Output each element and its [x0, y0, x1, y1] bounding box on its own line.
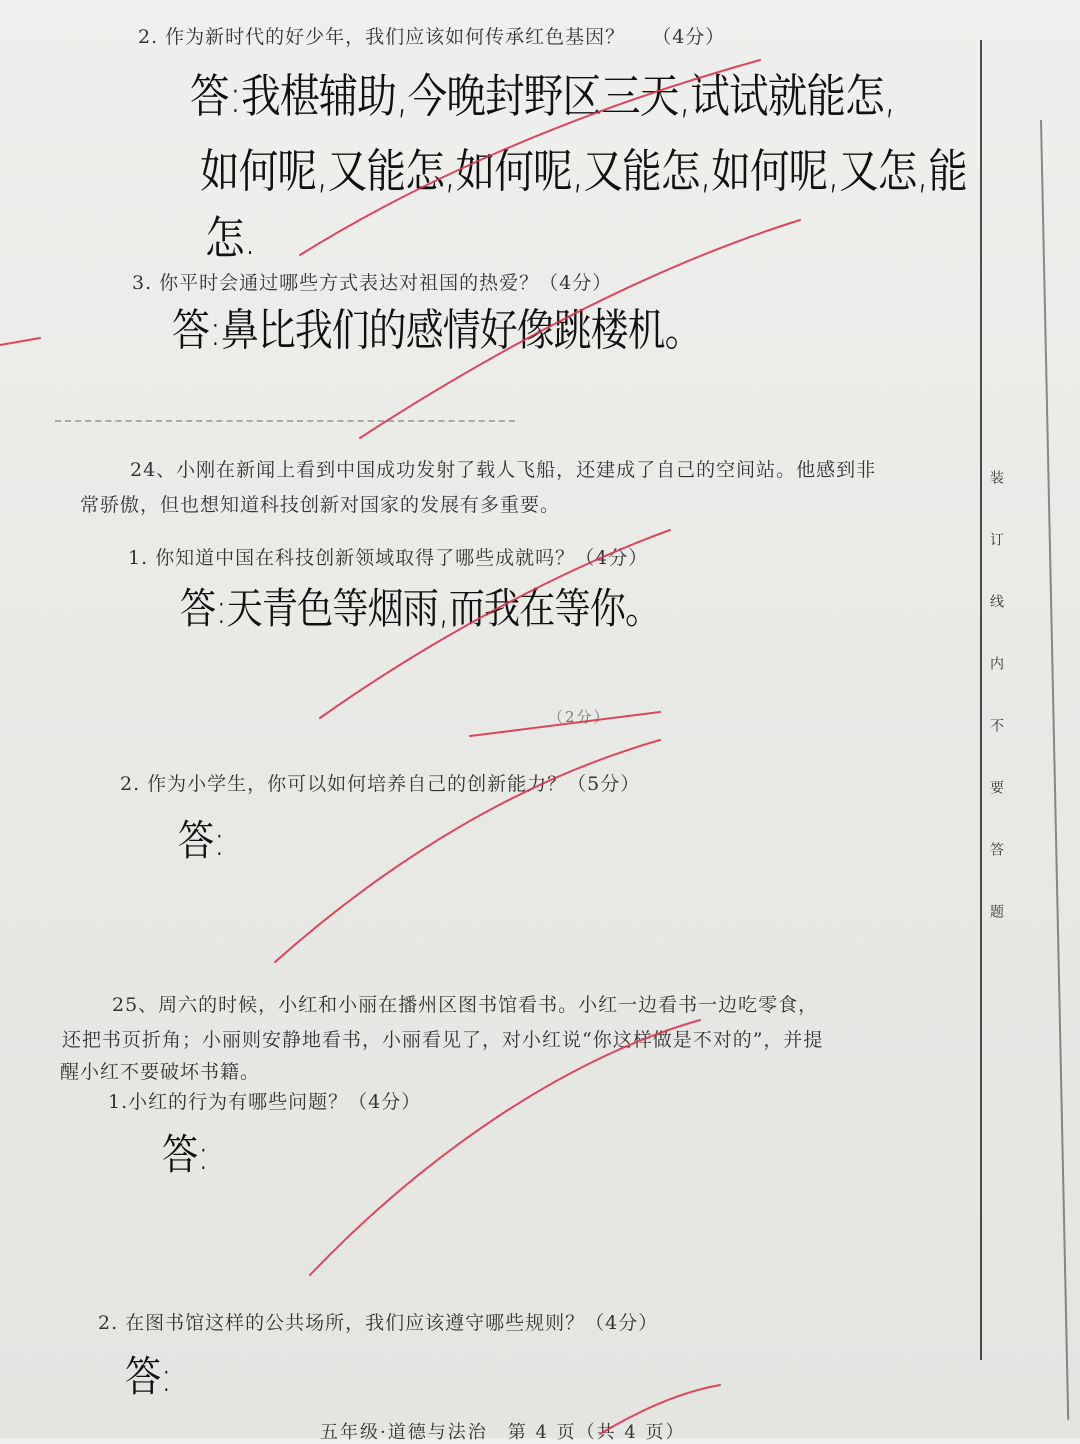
question-23-3: 3. 你平时会通过哪些方式表达对祖国的热爱？（4分）: [132, 272, 613, 294]
question-24-2: 2. 作为小学生，你可以如何培养自己的创新能力？（5分）: [120, 773, 641, 795]
question-text: 2. 作为新时代的好少年，我们应该如何传承红色基因？: [138, 26, 626, 48]
question-24-line2: 常骄傲，但也想知道科技创新对国家的发展有多重要。: [80, 494, 561, 516]
faint-score-mark: （2分）: [548, 708, 611, 726]
red-slash-mark: [310, 1020, 700, 1275]
question-24-line1: 24、小刚在新闻上看到中国成功发射了载人飞船，还建成了自己的空间站。他感到非: [130, 459, 877, 481]
answer-23-3-line1: 答:鼻比我们的感情好像跳楼机。: [172, 305, 702, 356]
answer-23-2-line1: 答:我椹辅助,今晚封野区三天,试试就能怎,: [190, 69, 896, 123]
answer-25-2-line1: 答:: [125, 1352, 172, 1401]
page-footer: 五年级·道德与法治 第 4 页（共 4 页）: [320, 1422, 686, 1443]
question-score: （4分）: [652, 26, 726, 48]
question-25-line3: 醒小红不要破坏书籍。: [60, 1061, 261, 1083]
question-25-1: 1.小红的行为有哪些问题？（4分）: [108, 1091, 422, 1113]
red-slash-mark: [470, 712, 660, 736]
red-slash-mark: [0, 338, 40, 345]
red-slash-mark: [600, 1385, 720, 1434]
question-24-1: 1. 你知道中国在科技创新领域取得了哪些成就吗？（4分）: [128, 547, 649, 569]
question-25-line1: 25、周六的时候，小红和小丽在播州区图书馆看书。小红一边看书一边吃零食，: [112, 994, 819, 1016]
question-25-2: 2. 在图书馆这样的公共场所，我们应该遵守哪些规则？（4分）: [98, 1312, 659, 1334]
answer-23-2-line2: 如何呢,又能怎,如何呢,又能怎,如何呢,又怎,能: [200, 144, 967, 198]
red-slash-mark: [320, 530, 670, 718]
binding-margin-text: 装订线内不要答题: [988, 470, 1004, 966]
answer-24-1-line1: 答:天青色等烟雨,而我在等你。: [180, 584, 661, 633]
red-slash-mark: [275, 740, 660, 962]
answer-25-1-line1: 答:: [162, 1130, 209, 1179]
red-slash-mark: [300, 60, 760, 255]
red-slash-mark: [360, 220, 800, 438]
answer-24-2-line1: 答:: [178, 816, 225, 865]
answer-23-2-line3: 怎.: [205, 211, 256, 265]
question-25-line2: 还把书页折角；小丽则安静地看书，小丽看见了，对小红说“你这样做是不对的”，并提: [62, 1029, 824, 1051]
